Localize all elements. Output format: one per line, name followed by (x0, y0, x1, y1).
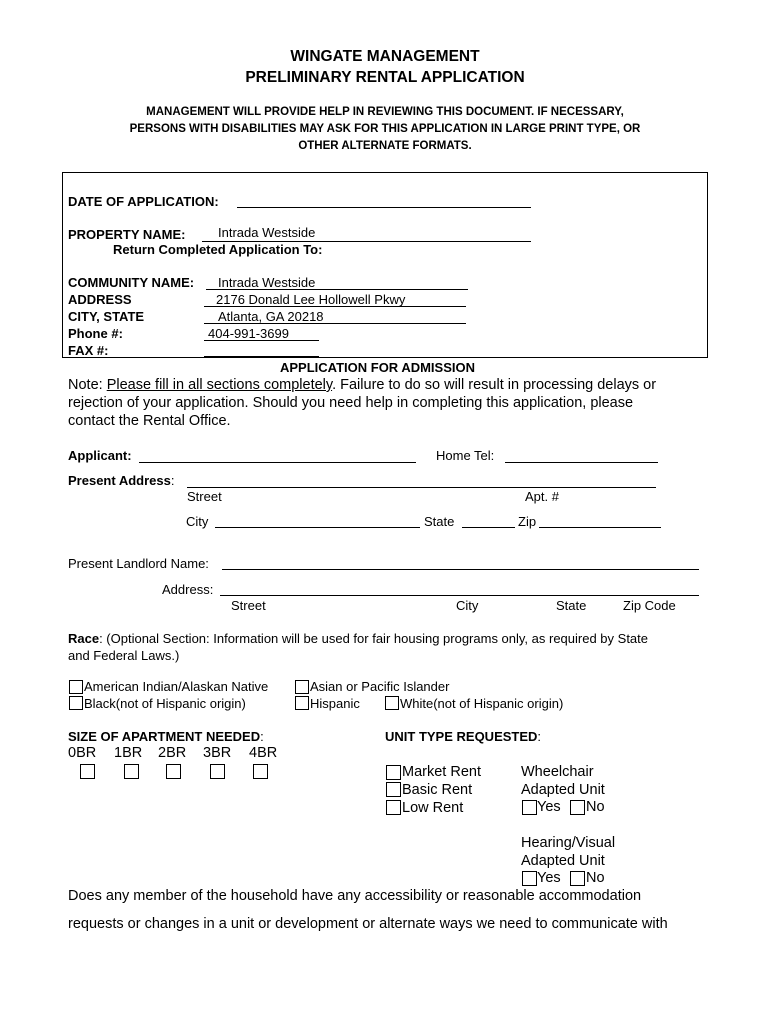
hearing-label-1: Hearing/Visual (521, 835, 616, 851)
phone-value: 404-991-3699 (208, 326, 289, 341)
race-label: Race (68, 631, 100, 646)
race-checkbox-asian[interactable] (295, 680, 309, 694)
accommodation-line-2: requests or changes in a unit or development or alternate ways we need to communicate with (68, 916, 668, 932)
landlord-street-caption: Street (231, 598, 266, 613)
zip-input[interactable] (539, 527, 661, 528)
apt-caption: Apt. # (525, 489, 559, 504)
phone-label: Phone #: (68, 326, 123, 341)
landlord-address-input[interactable] (220, 595, 699, 596)
unit-checkbox-low-rent[interactable] (386, 800, 401, 815)
applicant-input[interactable] (139, 462, 416, 463)
notice-line-1: MANAGEMENT WILL PROVIDE HELP IN REVIEWING THIS DOCUMENT. IF NECESSARY, (146, 106, 624, 118)
hearing-label-2: Adapted Unit (521, 853, 605, 869)
landlord-name-input[interactable] (222, 569, 699, 570)
date-input[interactable] (237, 207, 531, 208)
home-tel-label: Home Tel: (436, 448, 495, 463)
present-address-label-wrap: Present Address: (68, 473, 175, 488)
note-emphasis: Please fill in all sections completely (106, 377, 333, 393)
date-label: DATE OF APPLICATION: (68, 194, 219, 209)
community-name-value: Intrada Westside (218, 275, 316, 290)
state-label: State (424, 514, 455, 529)
race-option-hispanic: Hispanic (310, 696, 360, 711)
note-prefix: Note: (68, 377, 107, 393)
unit-option-market-rent: Market Rent (402, 764, 481, 780)
unit-option-basic-rent: Basic Rent (402, 782, 473, 798)
size-label: SIZE OF APARTMENT NEEDED (68, 729, 261, 744)
race-checkbox-hispanic[interactable] (295, 696, 309, 710)
applicant-label: Applicant: (68, 448, 132, 463)
hearing-yes-checkbox[interactable] (522, 871, 537, 886)
race-checkbox-american-indian[interactable] (69, 680, 83, 694)
size-checkbox-3br[interactable] (210, 764, 225, 779)
note-line-1 (68, 377, 656, 393)
notice-line-2: PERSONS WITH DISABILITIES MAY ASK FOR THIS APPLICATION IN LARGE PRINT TYPE, OR (129, 123, 641, 135)
wheelchair-no-label: No (586, 799, 605, 815)
home-tel-input[interactable] (505, 462, 658, 463)
state-input[interactable] (462, 527, 515, 528)
race-line-2: and Federal Laws.) (68, 648, 180, 663)
accommodation-line-1: Does any member of the household have any accessibility or reasonable accommodation (68, 888, 642, 904)
size-checkbox-4br[interactable] (253, 764, 268, 779)
size-option-3br: 3BR (203, 745, 232, 761)
race-option-asian: Asian or Pacific Islander (310, 679, 450, 694)
landlord-zip-caption: Zip Code (623, 598, 676, 613)
size-checkbox-2br[interactable] (166, 764, 181, 779)
race-option-american-indian: American Indian/Alaskan Native (84, 679, 269, 694)
notice-line-3: OTHER ALTERNATE FORMATS. (298, 140, 472, 152)
unit-option-low-rent: Low Rent (402, 800, 464, 816)
size-label-wrap: SIZE OF APARTMENT NEEDED: (68, 729, 264, 744)
race-option-white: White(not of Hispanic origin) (400, 696, 564, 711)
form-title-company: WINGATE MANAGEMENT (290, 48, 480, 65)
community-name-label: COMMUNITY NAME: (68, 275, 195, 290)
wheelchair-label-2: Adapted Unit (521, 782, 605, 798)
property-name-value: Intrada Westside (218, 225, 316, 240)
return-to-label: Return Completed Application To: (113, 242, 323, 257)
unit-type-label-wrap: UNIT TYPE REQUESTED: (385, 729, 542, 744)
city-state-value: Atlanta, GA 20218 (218, 309, 324, 324)
property-name-label: PROPERTY NAME: (68, 227, 186, 242)
form-title: PRELIMINARY RENTAL APPLICATION (245, 69, 525, 86)
note-rest: . Failure to do so will result in processing delays or (332, 377, 657, 393)
city-state-label: CITY, STATE (68, 309, 145, 324)
zip-label: Zip (518, 514, 537, 529)
note-line-2: rejection of your application. Should you need help in completing this application, please (68, 395, 634, 411)
landlord-name-label: Present Landlord Name: (68, 556, 209, 571)
address-label: ADDRESS (68, 292, 132, 307)
size-option-2br: 2BR (158, 745, 187, 761)
address-value: 2176 Donald Lee Hollowell Pkwy (216, 292, 406, 307)
city-input[interactable] (215, 527, 420, 528)
landlord-city-caption: City (456, 598, 479, 613)
size-option-4br: 4BR (249, 745, 278, 761)
race-description: : (Optional Section: Information will be used for fair housing programs only, as required by State (99, 631, 649, 646)
race-line-1 (68, 631, 648, 646)
size-option-1br: 1BR (114, 745, 143, 761)
present-address-label: Present Address (68, 473, 171, 488)
size-checkbox-0br[interactable] (80, 764, 95, 779)
hearing-no-checkbox[interactable] (570, 871, 585, 886)
race-checkbox-white[interactable] (385, 696, 399, 710)
present-address-input[interactable] (187, 487, 656, 488)
city-label: City (186, 514, 209, 529)
unit-checkbox-market-rent[interactable] (386, 765, 401, 780)
unit-checkbox-basic-rent[interactable] (386, 782, 401, 797)
street-caption: Street (187, 489, 222, 504)
hearing-yes-label: Yes (537, 870, 561, 886)
race-option-black: Black(not of Hispanic origin) (84, 696, 246, 711)
wheelchair-label-1: Wheelchair (521, 764, 594, 780)
landlord-state-caption: State (556, 598, 587, 613)
fax-label: FAX #: (68, 343, 109, 358)
landlord-address-label: Address: (162, 582, 214, 597)
wheelchair-yes-label: Yes (537, 799, 561, 815)
race-checkbox-black[interactable] (69, 696, 83, 710)
wheelchair-no-checkbox[interactable] (570, 800, 585, 815)
wheelchair-yes-checkbox[interactable] (522, 800, 537, 815)
fax-field[interactable] (204, 356, 319, 357)
admission-heading: APPLICATION FOR ADMISSION (280, 360, 475, 375)
hearing-no-label: No (586, 870, 605, 886)
unit-type-label: UNIT TYPE REQUESTED (385, 729, 538, 744)
size-option-0br: 0BR (68, 745, 97, 761)
note-line-3: contact the Rental Office. (68, 413, 231, 429)
size-checkbox-1br[interactable] (124, 764, 139, 779)
